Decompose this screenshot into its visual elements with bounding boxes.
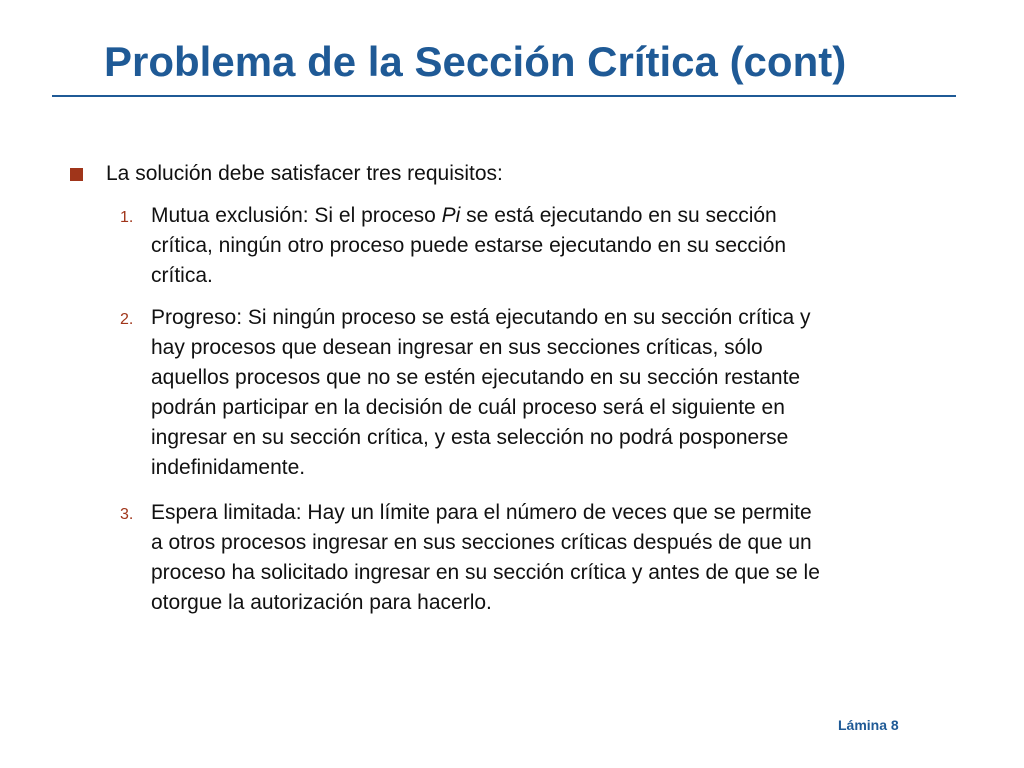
list-item-line: hay procesos que desean ingresar en sus secciones críticas, sólo (151, 336, 763, 359)
list-item-line: proceso ha solicitado ingresar en su sección crítica y antes de que se le (151, 561, 820, 584)
list-item-number: 2. (120, 311, 134, 328)
text-run: Mutua exclusión: Si el proceso (151, 204, 442, 227)
list-item-line: Espera limitada: Hay un límite para el número de veces que se permite (151, 501, 812, 524)
list-item-line: ingresar en su sección crítica, y esta selección no podrá posponerse (151, 426, 789, 449)
list-item-line: crítica. (151, 264, 213, 287)
list-item-line: aquellos procesos que no se estén ejecutando en su sección restante (151, 366, 801, 389)
list-item-line: Progreso: Si ningún proceso se está ejecutando en su sección crítica y (151, 306, 811, 329)
list-item-line: podrán participar en la decisión de cuál proceso será el siguiente en (151, 396, 785, 419)
list-item-text (151, 498, 981, 618)
list-item-line: otorgue la autorización para hacerlo. (151, 591, 492, 614)
title-underline (52, 95, 956, 97)
square-bullet-icon (70, 168, 83, 181)
list-item-line (151, 201, 981, 231)
slide-title: Problema de la Sección Crítica (cont) (104, 38, 847, 85)
intro-bullet-text: La solución debe satisfacer tres requisitos: (106, 162, 503, 185)
list-item-line: indefinidamente. (151, 456, 306, 479)
slide-number-footer: Lámina 8 (838, 717, 899, 733)
list-item-line: a otros procesos ingresar en sus secciones críticas después de que un (151, 531, 812, 554)
list-item-line: crítica, ningún otro proceso puede estarse ejecutando en su sección (151, 234, 787, 257)
list-item-text (151, 303, 981, 483)
italic-variable: Pi (441, 204, 461, 227)
list-item-text (151, 201, 981, 291)
list-item-number: 3. (120, 506, 134, 523)
list-item-number: 1. (120, 209, 134, 226)
text-run: se está ejecutando en su sección (460, 204, 777, 227)
